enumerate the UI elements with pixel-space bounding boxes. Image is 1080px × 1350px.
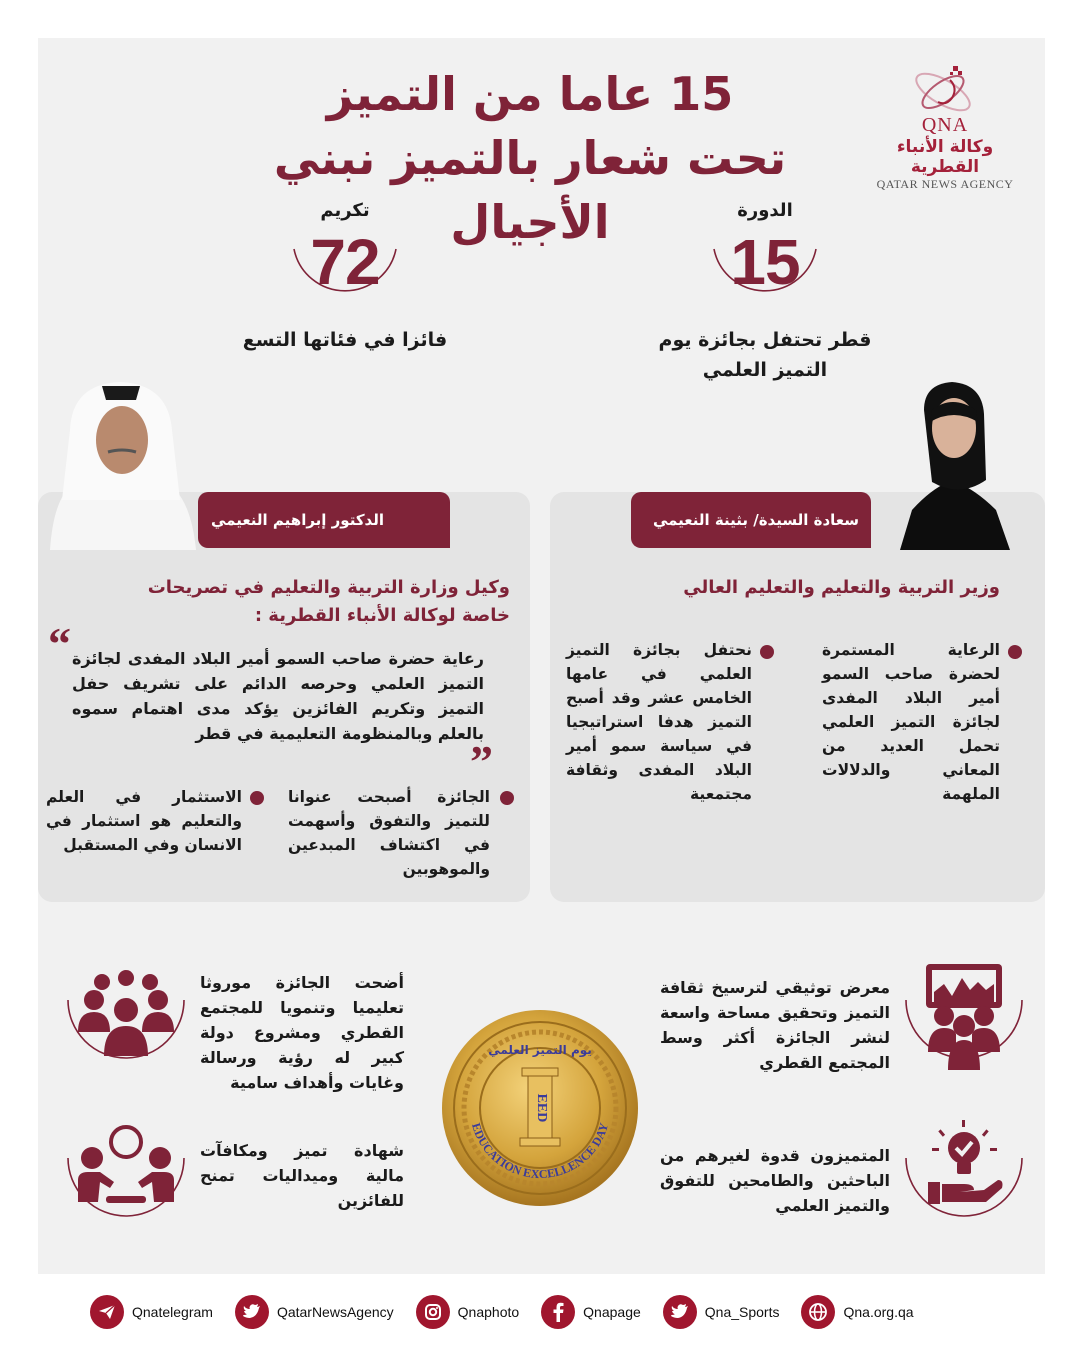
stat-label: تكريم <box>320 200 370 221</box>
stat-value: 72 <box>310 226 380 298</box>
twitter-icon <box>235 1295 269 1329</box>
exhibition-screen-icon <box>904 960 1024 1080</box>
bullet-dot <box>250 791 264 805</box>
minister-role: وزير التربية والتعليم والتعليم العالي <box>683 577 1000 598</box>
idea-hand-icon <box>904 1118 1024 1238</box>
undersecretary-name: الدكتور إبراهيم النعيمي <box>210 511 384 529</box>
facebook-icon <box>541 1295 575 1329</box>
footer-link-twitter[interactable]: QatarNewsAgency <box>235 1295 394 1329</box>
bullet-dot <box>760 645 774 659</box>
undersecretary-bullet-2: الاستثمار في العلم والتعليم هو استثمار في الانسان وفي المستقبل <box>46 788 242 854</box>
feature-role-models: المتميزون قدوة لغيرهم من الباحثين والطامحين للتفوق والتميز العلمي <box>660 1146 890 1215</box>
medal-arabic-text: يوم التميز العلمي <box>488 1043 592 1057</box>
footer-link-website[interactable]: Qna.org.qa <box>801 1295 913 1329</box>
people-group-icon <box>66 960 186 1080</box>
logo-abbr: QNA <box>921 114 969 136</box>
minister-bullet-2: نحتفل بجائزة التميز العلمي في عامها الخامس عشر وقد أصبح التميز هدفا استراتيجيا في سياسة سمو أمير البلاد المفدى وثقافة مجتمعية <box>566 641 752 803</box>
title-line-1: 15 عاما من التميز <box>326 67 734 121</box>
undersecretary-name-bar <box>198 492 450 548</box>
twitter-icon <box>663 1295 697 1329</box>
stat-honorees <box>230 200 460 355</box>
stat-edition <box>650 200 880 385</box>
bullet-dot <box>1008 645 1022 659</box>
education-excellence-day-medal <box>440 1008 640 1208</box>
stat-description: قطر تحتفل بجائزة يوم التميز العلمي <box>658 329 872 381</box>
logo-english: QATAR NEWS AGENCY <box>876 177 1014 191</box>
footer-link-telegram[interactable]: Qnatelegram <box>90 1295 213 1329</box>
feature-exhibition: معرض توثيقي لترسيخ ثقافة التميز وتحقيق مساحة واسعة لنشر الجائزة أكثر وسط المجتمع القطري <box>660 978 890 1072</box>
qna-logo <box>860 62 1030 192</box>
instagram-icon <box>416 1295 450 1329</box>
globe-icon <box>801 1295 835 1329</box>
handshake-meeting-icon <box>66 1118 186 1238</box>
stat-arc <box>710 227 820 307</box>
title-line-2: تحت شعار بالتميز نبني الأجيال <box>273 131 787 249</box>
footer-link-twitter-sports[interactable]: Qna_Sports <box>663 1295 780 1329</box>
stat-arc <box>290 227 400 307</box>
bullet-dot <box>500 791 514 805</box>
footer-link-facebook[interactable]: Qnapage <box>541 1295 641 1329</box>
footer-link-instagram[interactable]: Qnaphoto <box>416 1295 520 1329</box>
undersecretary-role: وكيل وزارة التربية والتعليم في تصريحات خاصة لوكالة الأنباء القطرية : <box>147 577 510 626</box>
medal-monogram: EED <box>534 1093 549 1123</box>
stat-label: الدورة <box>737 200 793 221</box>
stat-description: فائزا في فئاتها التسع <box>242 329 448 351</box>
qna-orbit-icon <box>905 62 985 118</box>
minister-photo <box>860 370 1046 550</box>
open-quote-icon: “ <box>48 618 71 669</box>
telegram-icon <box>90 1295 124 1329</box>
undersecretary-bullet-1: الجائزة أصبحت عنوانا للتميز والتفوق وأسهمت في اكتشاف المبدعين والموهوبين <box>288 788 490 878</box>
feature-heritage: أضحت الجائزة موروثا تعليميا وتنمويا للمجتمع القطري ومشروع دولة كبير له رؤية ورسالة وغايات وأهداف سامية <box>200 973 404 1092</box>
minister-name: سعادة السيدة/ بثينة النعيمي <box>652 511 859 529</box>
social-footer <box>90 1290 990 1334</box>
undersecretary-photo <box>40 370 202 550</box>
minister-name-bar <box>631 492 871 548</box>
minister-bullet-1: الرعاية المستمرة لحضرة صاحب السمو أمير البلاد المفدى لجائزة التميز العلمي تحمل العديد من المعاني والدلالات الملهمة <box>822 641 1000 803</box>
medal-english-text: EDUCATION EXCELLENCE DAY <box>468 1121 612 1182</box>
close-quote-icon: ” <box>470 736 493 787</box>
stat-value: 15 <box>730 226 800 298</box>
feature-certificates: شهادة تميز ومكافآت مالية وميداليات تمنح للفائزين <box>200 1141 404 1210</box>
logo-arabic: وكالة الأنباء القطرية <box>896 137 994 177</box>
undersecretary-quote: رعاية حضرة صاحب السمو أمير البلاد المفدى لجائزة التميز العلمي وحرصه الدائم على تشريف حفل التميز وتكريم الفائزين يؤكد مدى اهتمام سموه بالعلم وبالمنظومة التعليمية في قطر <box>72 649 484 743</box>
